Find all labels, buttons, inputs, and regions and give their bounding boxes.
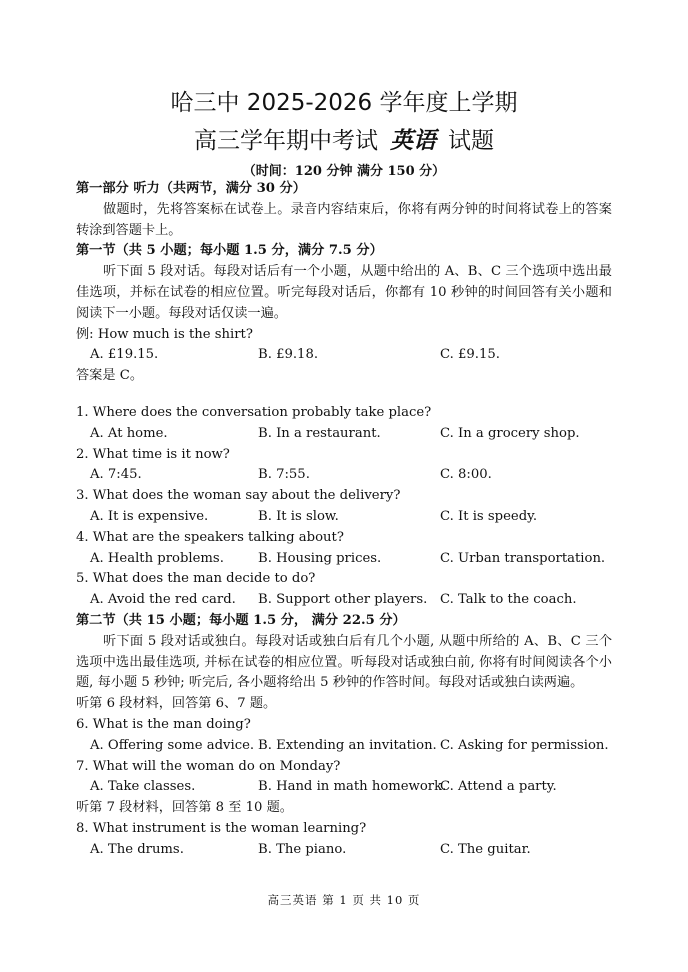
option-a: A. The drums.	[90, 841, 184, 857]
question-5-options	[76, 590, 612, 611]
title-subject: 英语	[390, 127, 436, 154]
option-c: C. £9.15.	[440, 347, 500, 363]
example-question: 例: How much is the shirt?	[76, 326, 253, 342]
section2-instructions: 听下面 5 段对话或独白。每段对话或独白后有几个小题, 从题中所给的 A、B、C 三个选项中选出最佳选项, 并标在试卷的相应位置。听每段对话或独白前, 你将有时间阅读各个小题, 每小题 5 秒钟; 听完后, 各小题将给出 5 秒钟的作答时间。每段对话或独白读两遍。	[76, 633, 612, 691]
option-a: A. Take classes.	[90, 779, 196, 795]
question-1: 1. Where does the conversation probably take place?	[76, 404, 432, 420]
question-1-options	[76, 424, 612, 445]
option-b: B. Housing prices.	[258, 550, 382, 566]
page-footer: 高三英语 第 1 页 共 10 页	[267, 893, 421, 907]
question-7-options	[76, 777, 612, 798]
option-b: B. Extending an invitation.	[258, 737, 437, 753]
material-6-note: 听第 6 段材料，回答第 6、7 题。	[76, 696, 277, 712]
option-b: B. Support other players.	[258, 592, 428, 608]
option-b: B. In a restaurant.	[258, 425, 381, 441]
question-2-options	[76, 465, 612, 486]
option-c: C. The guitar.	[440, 841, 531, 857]
question-2: 2. What time is it now?	[76, 446, 230, 462]
question-3: 3. What does the woman say about the delivery?	[76, 488, 401, 504]
exam-time-score: （时间：120 分钟 满分 150 分）	[242, 164, 446, 179]
exam-subtitle-title	[76, 122, 612, 155]
part1-instructions: 做题时，先将答案标在试卷上。录音内容结束后，你将有两分钟的时间将试卷上的答案转涂到答题卡上。	[76, 201, 612, 238]
question-5: 5. What does the man decide to do?	[76, 571, 316, 587]
part1-heading: 第一部分 听力（共两节，满分 30 分）	[76, 181, 306, 196]
option-a: A. It is expensive.	[90, 508, 209, 524]
question-6-options	[76, 736, 612, 757]
option-a: A. Health problems.	[90, 550, 224, 566]
section1-heading: 第一节（共 5 小题；每小题 1.5 分，满分 7.5 分）	[76, 243, 383, 259]
material-7-note: 听第 7 段材料，回答第 8 至 10 题。	[76, 800, 293, 816]
question-8: 8. What instrument is the woman learning?	[76, 820, 367, 836]
question-3-options	[76, 507, 612, 528]
question-4: 4. What are the speakers talking about?	[76, 529, 344, 545]
example-answer: 答案是 C。	[76, 368, 144, 384]
option-a: A. At home.	[90, 425, 168, 441]
option-b: B. 7:55.	[258, 467, 310, 483]
option-c: C. 8:00.	[440, 467, 492, 483]
section1-instructions: 听下面 5 段对话。每段对话后有一个小题，从题中给出的 A、B、C 三个选项中选出最佳选项，并标在试卷的相应位置。听完每段对话后，你都有 10 秒钟的时间回答有关小题和阅读下一小题。每段对话仅读一遍。	[76, 264, 612, 321]
option-c: C. Talk to the coach.	[440, 592, 577, 608]
option-b: B. It is slow.	[258, 508, 339, 524]
example-options	[76, 345, 612, 366]
section2-heading: 第二节（共 15 小题；每小题 1.5 分， 满分 22.5 分）	[76, 612, 406, 628]
exam-content	[76, 179, 612, 861]
option-c: C. Attend a party.	[440, 779, 557, 795]
option-a: A. Avoid the red card.	[90, 592, 236, 608]
option-a: A. Offering some advice.	[90, 737, 255, 753]
option-c: C. Asking for permission.	[440, 737, 609, 753]
option-a: A. 7:45.	[90, 467, 142, 483]
question-4-options	[76, 549, 612, 570]
option-a: A. £19.15.	[90, 347, 159, 363]
option-b: B. £9.18.	[258, 347, 319, 363]
option-c: C. It is speedy.	[440, 508, 538, 524]
option-c: C. Urban transportation.	[440, 550, 606, 566]
question-6: 6. What is the man doing?	[76, 716, 251, 732]
option-c: C. In a grocery shop.	[440, 425, 580, 441]
option-b: B. Hand in math homework.	[258, 779, 447, 795]
title-prefix: 高三学年期中考试	[194, 128, 378, 154]
exam-title: 哈三中 2025-2026 学年度上学期	[170, 90, 518, 116]
question-7: 7. What will the woman do on Monday?	[76, 758, 341, 774]
option-b: B. The piano.	[258, 841, 347, 857]
question-8-options	[76, 840, 612, 861]
title-suffix: 试题	[448, 128, 494, 154]
